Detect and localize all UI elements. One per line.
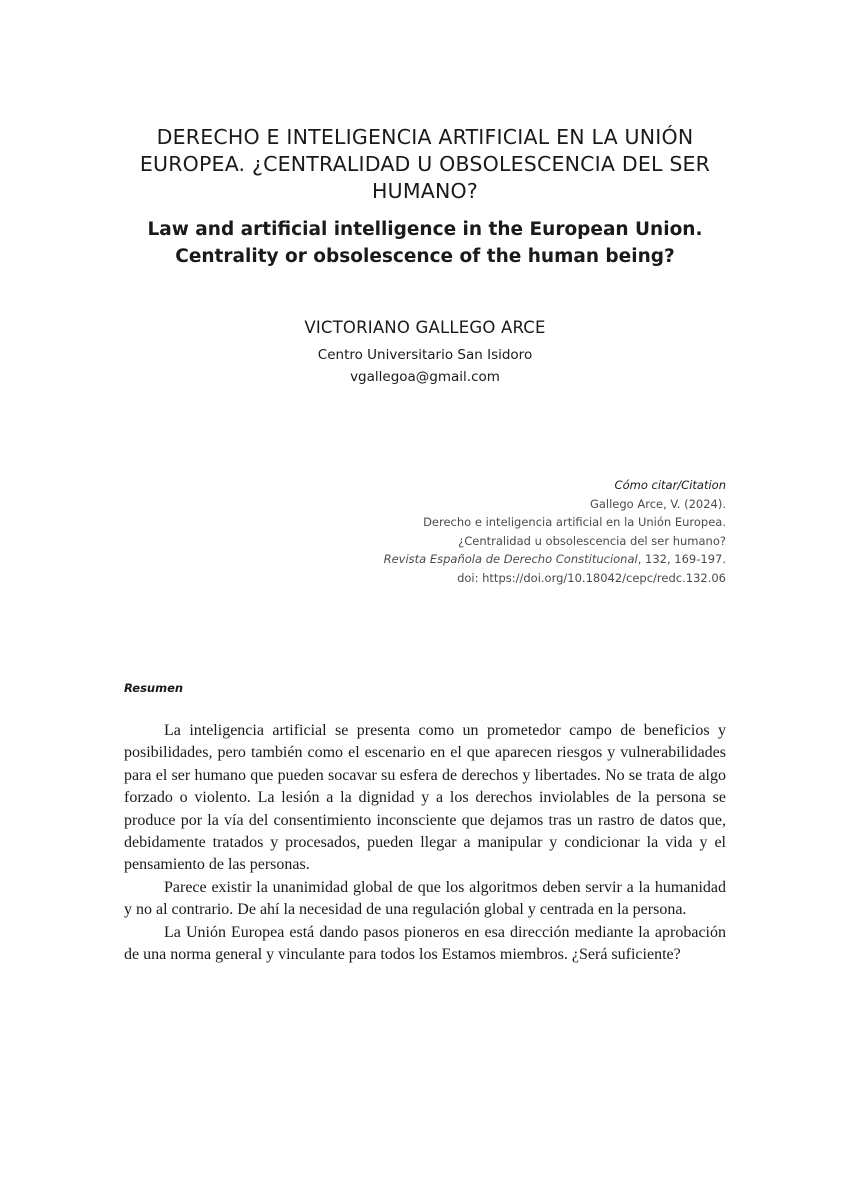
abstract-label: Resumen [124,681,184,695]
citation-journal-line [306,550,726,569]
abstract-paragraph-3: La Unión Europea está dando pasos pioneros en esa dirección mediante la aprobación de una norma general y vinculante para todos los Estamos miembros. ¿Será suficiente? [124,923,726,964]
author-name: VICTORIANO GALLEGO ARCE [304,318,546,337]
author-affiliation: Centro Universitario San Isidoro [317,347,533,363]
author-block [120,316,730,388]
title-spanish [120,124,730,205]
citation-volume-pages: , 132, 169-197. [637,552,726,566]
title-spanish-line-2: EUROPEA. ¿CENTRALIDAD U OBSOLESCENCIA DEL SER [139,152,711,176]
citation-label: Cómo citar/Citation [614,478,726,492]
title-spanish-line-3: HUMANO? [372,179,478,203]
title-english [100,216,750,270]
citation-line-3: ¿Centralidad u obsolescencia del ser humano? [458,533,726,548]
abstract-paragraph-2: Parece existir la unanimidad global de que los algoritmos deben servir a la humanidad y no al contrario. De ahí la necesidad de una regulación global y centrada en la persona. [124,878,726,919]
title-spanish-line-1: DERECHO E INTELIGENCIA ARTIFICIAL EN LA UNIÓN [156,125,694,149]
abstract-body [124,720,726,966]
citation-journal: Revista Española de Derecho Constitucional [383,552,638,566]
abstract-paragraph-1: La inteligencia artificial se presenta como un prometedor campo de beneficios y posibilidades, pero también como el escenario en el que aparecen riesgos y vulnerabilidades para el ser humano que pueden socavar su esfera de derechos y libertades. No se trata de algo forzado o violento. La lesión a la dignidad y a los derechos inviolables de la persona se produce por la vía del consentimiento inconsciente que dejamos tras un rastro de datos que, debidamente tratados y procesados, pueden llegar a manipular y condicionar la vida y el pensamiento de las personas. [124,722,726,874]
title-english-line-2: Centrality or obsolescence of the human being? [175,246,675,267]
citation-doi: doi: https://doi.org/10.18042/cepc/redc.132.06 [457,570,726,585]
title-english-line-1: Law and artificial intelligence in the European Union. [147,219,703,240]
author-email: vgallegoa@gmail.com [350,369,500,385]
citation-line-2: Derecho e inteligencia artificial en la Unión Europea. [423,515,726,529]
citation-block [306,476,726,587]
citation-line-1: Gallego Arce, V. (2024). [589,496,726,511]
